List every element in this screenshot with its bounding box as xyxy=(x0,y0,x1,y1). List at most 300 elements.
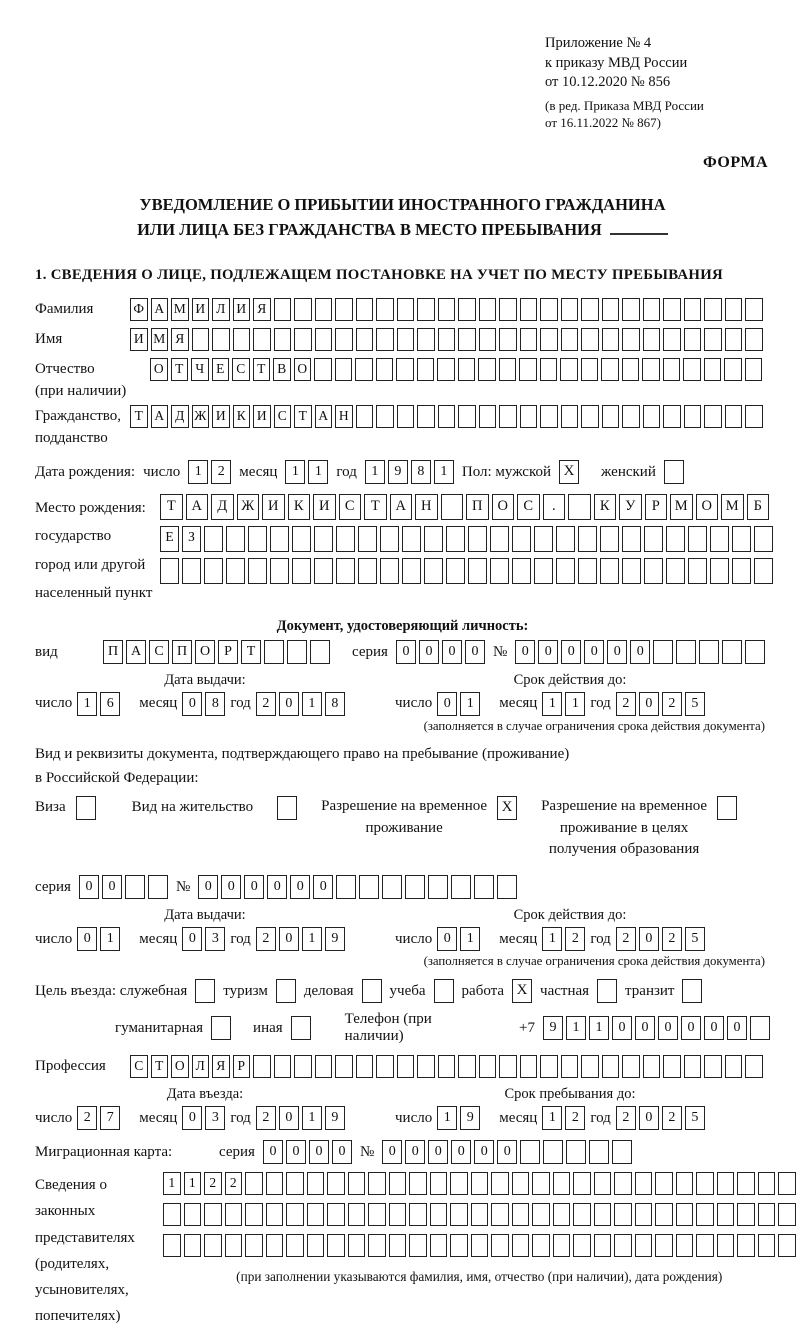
form-cell[interactable] xyxy=(397,328,415,351)
form-cell[interactable]: Л xyxy=(192,1055,210,1078)
form-cell[interactable] xyxy=(266,1203,284,1226)
form-cell[interactable] xyxy=(446,526,465,552)
form-cell[interactable] xyxy=(581,1055,599,1078)
form-cell[interactable]: И xyxy=(233,298,251,321)
form-cell[interactable] xyxy=(499,358,517,381)
form-cell[interactable] xyxy=(292,526,311,552)
form-cell[interactable]: А xyxy=(390,494,413,520)
form-cell[interactable]: Б xyxy=(747,494,770,520)
form-cell[interactable] xyxy=(622,358,640,381)
form-cell[interactable] xyxy=(450,1234,468,1257)
form-cell[interactable] xyxy=(274,1055,292,1078)
form-cell[interactable] xyxy=(663,1055,681,1078)
form-cell[interactable]: 0 xyxy=(584,640,604,664)
form-cell[interactable]: Т xyxy=(130,405,148,428)
form-cell[interactable]: 0 xyxy=(681,1016,701,1040)
form-cell[interactable] xyxy=(696,1234,714,1257)
form-cell[interactable] xyxy=(245,1172,263,1195)
form-cell[interactable]: Я xyxy=(212,1055,230,1078)
form-cell[interactable] xyxy=(561,328,579,351)
form-cell[interactable] xyxy=(491,1203,509,1226)
form-cell[interactable] xyxy=(520,1055,538,1078)
form-cell[interactable]: 3 xyxy=(205,1106,225,1130)
form-cell[interactable] xyxy=(287,640,307,664)
form-cell[interactable] xyxy=(359,875,379,899)
form-cell[interactable]: Т xyxy=(294,405,312,428)
form-cell[interactable] xyxy=(315,328,333,351)
form-cell[interactable]: С xyxy=(232,358,250,381)
form-cell[interactable] xyxy=(424,526,443,552)
form-cell[interactable] xyxy=(428,875,448,899)
form-cell[interactable]: 0 xyxy=(267,875,287,899)
form-cell[interactable] xyxy=(724,358,742,381)
form-cell[interactable] xyxy=(184,1234,202,1257)
form-cell[interactable]: О xyxy=(696,494,719,520)
form-cell[interactable]: Ж xyxy=(237,494,260,520)
form-cell[interactable] xyxy=(655,1234,673,1257)
form-cell[interactable] xyxy=(578,526,597,552)
form-cell[interactable]: 5 xyxy=(685,927,705,951)
form-cell[interactable]: Е xyxy=(212,358,230,381)
form-cell[interactable]: 1 xyxy=(308,460,328,484)
form-cell[interactable] xyxy=(722,640,742,664)
form-cell[interactable] xyxy=(540,298,558,321)
form-cell[interactable] xyxy=(458,405,476,428)
form-cell[interactable] xyxy=(614,1203,632,1226)
form-cell[interactable]: 2 xyxy=(616,1106,636,1130)
form-cell[interactable]: К xyxy=(594,494,617,520)
form-cell[interactable] xyxy=(655,1172,673,1195)
form-cell[interactable]: 2 xyxy=(211,460,231,484)
form-cell[interactable] xyxy=(512,1172,530,1195)
form-cell[interactable] xyxy=(594,1203,612,1226)
form-cell[interactable]: И xyxy=(253,405,271,428)
form-cell[interactable] xyxy=(376,405,394,428)
form-cell[interactable]: 1 xyxy=(285,460,305,484)
form-cell[interactable] xyxy=(520,1140,540,1164)
form-cell[interactable] xyxy=(553,1172,571,1195)
form-cell[interactable] xyxy=(409,1203,427,1226)
form-cell[interactable] xyxy=(704,1055,722,1078)
form-cell[interactable]: 0 xyxy=(639,1106,659,1130)
form-cell[interactable] xyxy=(294,328,312,351)
form-cell[interactable]: 0 xyxy=(515,640,535,664)
form-cell[interactable] xyxy=(568,494,591,520)
form-cell[interactable] xyxy=(676,1234,694,1257)
form-cell[interactable] xyxy=(458,1055,476,1078)
form-cell[interactable]: О xyxy=(294,358,312,381)
form-cell[interactable] xyxy=(532,1203,550,1226)
form-cell[interactable] xyxy=(225,1234,243,1257)
form-cell[interactable] xyxy=(335,1055,353,1078)
form-cell[interactable]: 0 xyxy=(639,692,659,716)
form-cell[interactable] xyxy=(491,1234,509,1257)
form-cell[interactable] xyxy=(355,358,373,381)
form-cell[interactable] xyxy=(566,1140,586,1164)
form-cell[interactable] xyxy=(643,298,661,321)
form-cell[interactable]: И xyxy=(192,298,210,321)
form-cell[interactable]: 2 xyxy=(256,1106,276,1130)
form-cell[interactable] xyxy=(581,298,599,321)
form-cell[interactable] xyxy=(745,298,763,321)
form-cell[interactable]: 0 xyxy=(497,1140,517,1164)
form-cell[interactable] xyxy=(622,558,641,584)
form-cell[interactable] xyxy=(382,875,402,899)
form-cell[interactable] xyxy=(490,526,509,552)
form-cell[interactable]: О xyxy=(492,494,515,520)
form-cell[interactable] xyxy=(540,358,558,381)
form-cell[interactable]: 3 xyxy=(205,927,225,951)
form-cell[interactable] xyxy=(676,640,696,664)
form-cell[interactable] xyxy=(573,1172,591,1195)
form-cell[interactable]: 0 xyxy=(639,927,659,951)
form-cell[interactable]: З xyxy=(182,526,201,552)
form-cell[interactable] xyxy=(683,358,701,381)
form-cell[interactable] xyxy=(688,526,707,552)
form-cell[interactable] xyxy=(573,1234,591,1257)
form-cell[interactable]: Ч xyxy=(191,358,209,381)
form-cell[interactable] xyxy=(561,298,579,321)
form-cell[interactable]: 1 xyxy=(542,692,562,716)
form-cell[interactable] xyxy=(704,298,722,321)
form-cell[interactable]: Р xyxy=(233,1055,251,1078)
form-cell[interactable] xyxy=(520,328,538,351)
form-cell[interactable] xyxy=(561,405,579,428)
form-cell[interactable] xyxy=(148,875,168,899)
form-cell[interactable] xyxy=(758,1234,776,1257)
form-cell[interactable] xyxy=(204,1203,222,1226)
form-cell[interactable] xyxy=(578,558,597,584)
form-cell[interactable]: О xyxy=(195,640,215,664)
form-cell[interactable] xyxy=(204,1234,222,1257)
form-cell[interactable] xyxy=(468,526,487,552)
form-cell[interactable] xyxy=(274,298,292,321)
form-cell[interactable] xyxy=(380,526,399,552)
form-cell[interactable] xyxy=(458,328,476,351)
form-cell[interactable] xyxy=(226,526,245,552)
form-cell[interactable]: 1 xyxy=(184,1172,202,1195)
form-cell[interactable] xyxy=(704,405,722,428)
form-cell[interactable]: С xyxy=(130,1055,148,1078)
form-cell[interactable] xyxy=(543,1140,563,1164)
form-cell[interactable] xyxy=(376,1055,394,1078)
form-cell[interactable] xyxy=(430,1172,448,1195)
form-cell[interactable] xyxy=(270,526,289,552)
form-cell[interactable] xyxy=(125,875,145,899)
form-cell[interactable]: 0 xyxy=(182,927,202,951)
form-cell[interactable] xyxy=(417,328,435,351)
form-cell[interactable]: 1 xyxy=(434,460,454,484)
form-cell[interactable]: 0 xyxy=(437,692,457,716)
form-cell[interactable] xyxy=(356,405,374,428)
form-cell[interactable] xyxy=(245,1203,263,1226)
form-cell[interactable]: 1 xyxy=(188,460,208,484)
form-cell[interactable] xyxy=(532,1172,550,1195)
form-cell[interactable] xyxy=(725,298,743,321)
form-cell[interactable] xyxy=(676,1172,694,1195)
form-cell[interactable] xyxy=(450,1172,468,1195)
purpose-humanitarian-checkbox[interactable] xyxy=(211,1016,231,1040)
form-cell[interactable] xyxy=(438,328,456,351)
form-cell[interactable] xyxy=(553,1203,571,1226)
form-cell[interactable] xyxy=(556,558,575,584)
form-cell[interactable] xyxy=(553,1234,571,1257)
form-cell[interactable] xyxy=(336,526,355,552)
form-cell[interactable] xyxy=(437,358,455,381)
form-cell[interactable]: К xyxy=(233,405,251,428)
form-cell[interactable] xyxy=(540,405,558,428)
form-cell[interactable]: Т xyxy=(151,1055,169,1078)
form-cell[interactable] xyxy=(600,526,619,552)
form-cell[interactable] xyxy=(745,640,765,664)
form-cell[interactable]: 1 xyxy=(542,927,562,951)
form-cell[interactable]: 1 xyxy=(163,1172,181,1195)
form-cell[interactable]: С xyxy=(149,640,169,664)
form-cell[interactable] xyxy=(696,1172,714,1195)
form-cell[interactable] xyxy=(684,298,702,321)
form-cell[interactable]: 0 xyxy=(263,1140,283,1164)
purpose-other-checkbox[interactable] xyxy=(291,1016,311,1040)
form-cell[interactable]: К xyxy=(288,494,311,520)
form-cell[interactable] xyxy=(358,526,377,552)
form-cell[interactable]: С xyxy=(517,494,540,520)
form-cell[interactable] xyxy=(754,526,773,552)
form-cell[interactable] xyxy=(474,875,494,899)
form-cell[interactable]: Л xyxy=(212,298,230,321)
form-cell[interactable]: 9 xyxy=(325,1106,345,1130)
form-cell[interactable] xyxy=(409,1234,427,1257)
form-cell[interactable] xyxy=(192,328,210,351)
form-cell[interactable]: О xyxy=(171,1055,189,1078)
form-cell[interactable] xyxy=(600,558,619,584)
form-cell[interactable] xyxy=(182,558,201,584)
form-cell[interactable]: А xyxy=(151,405,169,428)
form-cell[interactable] xyxy=(212,328,230,351)
form-cell[interactable] xyxy=(594,1172,612,1195)
form-cell[interactable]: 1 xyxy=(302,692,322,716)
form-cell[interactable] xyxy=(397,298,415,321)
form-cell[interactable]: 0 xyxy=(442,640,462,664)
form-cell[interactable] xyxy=(622,298,640,321)
form-cell[interactable] xyxy=(602,1055,620,1078)
form-cell[interactable]: 2 xyxy=(77,1106,97,1130)
form-cell[interactable] xyxy=(479,328,497,351)
form-cell[interactable] xyxy=(450,1203,468,1226)
form-cell[interactable]: 9 xyxy=(460,1106,480,1130)
form-cell[interactable]: Т xyxy=(364,494,387,520)
form-cell[interactable] xyxy=(717,1203,735,1226)
form-cell[interactable] xyxy=(581,358,599,381)
form-cell[interactable] xyxy=(561,1055,579,1078)
purpose-tourism-checkbox[interactable] xyxy=(276,979,296,1003)
form-cell[interactable] xyxy=(356,1055,374,1078)
form-cell[interactable] xyxy=(602,405,620,428)
form-cell[interactable] xyxy=(745,405,763,428)
form-cell[interactable] xyxy=(397,405,415,428)
form-cell[interactable] xyxy=(594,1234,612,1257)
form-cell[interactable] xyxy=(479,405,497,428)
form-cell[interactable] xyxy=(710,526,729,552)
form-cell[interactable] xyxy=(622,328,640,351)
form-cell[interactable] xyxy=(614,1172,632,1195)
form-cell[interactable] xyxy=(754,558,773,584)
form-cell[interactable] xyxy=(663,328,681,351)
form-cell[interactable]: 2 xyxy=(256,692,276,716)
form-cell[interactable] xyxy=(560,358,578,381)
form-cell[interactable] xyxy=(684,405,702,428)
form-cell[interactable] xyxy=(663,358,681,381)
form-cell[interactable] xyxy=(635,1234,653,1257)
form-cell[interactable]: 1 xyxy=(302,1106,322,1130)
form-cell[interactable]: 0 xyxy=(451,1140,471,1164)
form-cell[interactable] xyxy=(688,558,707,584)
form-cell[interactable]: 2 xyxy=(204,1172,222,1195)
form-cell[interactable]: Д xyxy=(211,494,234,520)
form-cell[interactable]: 0 xyxy=(727,1016,747,1040)
form-cell[interactable] xyxy=(417,358,435,381)
form-cell[interactable] xyxy=(497,875,517,899)
form-cell[interactable] xyxy=(732,526,751,552)
form-cell[interactable] xyxy=(499,298,517,321)
form-cell[interactable] xyxy=(184,1203,202,1226)
form-cell[interactable] xyxy=(245,1234,263,1257)
form-cell[interactable]: Д xyxy=(171,405,189,428)
form-cell[interactable] xyxy=(430,1203,448,1226)
form-cell[interactable]: 0 xyxy=(279,692,299,716)
form-cell[interactable] xyxy=(380,558,399,584)
form-cell[interactable]: 1 xyxy=(589,1016,609,1040)
form-cell[interactable] xyxy=(335,358,353,381)
form-cell[interactable] xyxy=(758,1172,776,1195)
form-cell[interactable] xyxy=(635,1172,653,1195)
form-cell[interactable]: 0 xyxy=(396,640,416,664)
form-cell[interactable]: С xyxy=(274,405,292,428)
form-cell[interactable]: 1 xyxy=(460,927,480,951)
form-cell[interactable] xyxy=(663,298,681,321)
form-cell[interactable] xyxy=(356,298,374,321)
form-cell[interactable] xyxy=(644,526,663,552)
form-cell[interactable] xyxy=(737,1172,755,1195)
form-cell[interactable]: 1 xyxy=(565,692,585,716)
form-cell[interactable] xyxy=(358,558,377,584)
form-cell[interactable] xyxy=(286,1234,304,1257)
form-cell[interactable] xyxy=(573,1203,591,1226)
form-cell[interactable] xyxy=(602,328,620,351)
form-cell[interactable]: 2 xyxy=(616,692,636,716)
form-cell[interactable] xyxy=(438,405,456,428)
form-cell[interactable] xyxy=(676,1203,694,1226)
form-cell[interactable] xyxy=(666,558,685,584)
form-cell[interactable] xyxy=(540,1055,558,1078)
form-cell[interactable] xyxy=(581,405,599,428)
form-cell[interactable]: 0 xyxy=(182,1106,202,1130)
form-cell[interactable]: 0 xyxy=(474,1140,494,1164)
form-cell[interactable]: 0 xyxy=(290,875,310,899)
form-cell[interactable] xyxy=(778,1234,796,1257)
form-cell[interactable] xyxy=(226,558,245,584)
form-cell[interactable] xyxy=(468,558,487,584)
form-cell[interactable] xyxy=(684,1055,702,1078)
form-cell[interactable] xyxy=(266,1234,284,1257)
form-cell[interactable]: 5 xyxy=(685,1106,705,1130)
form-cell[interactable] xyxy=(417,298,435,321)
form-cell[interactable] xyxy=(348,1172,366,1195)
form-cell[interactable] xyxy=(512,558,531,584)
form-cell[interactable] xyxy=(368,1203,386,1226)
form-cell[interactable] xyxy=(430,1234,448,1257)
form-cell[interactable] xyxy=(402,558,421,584)
form-cell[interactable]: 0 xyxy=(382,1140,402,1164)
form-cell[interactable] xyxy=(458,358,476,381)
form-cell[interactable]: 1 xyxy=(365,460,385,484)
form-cell[interactable]: Е xyxy=(160,526,179,552)
form-cell[interactable] xyxy=(314,526,333,552)
form-cell[interactable] xyxy=(717,1234,735,1257)
form-cell[interactable] xyxy=(307,1172,325,1195)
form-cell[interactable]: 2 xyxy=(565,1106,585,1130)
form-cell[interactable] xyxy=(479,1055,497,1078)
form-cell[interactable]: 2 xyxy=(616,927,636,951)
form-cell[interactable] xyxy=(725,1055,743,1078)
form-cell[interactable] xyxy=(307,1203,325,1226)
form-cell[interactable] xyxy=(622,405,640,428)
form-cell[interactable] xyxy=(684,328,702,351)
form-cell[interactable] xyxy=(253,1055,271,1078)
form-cell[interactable]: А xyxy=(186,494,209,520)
form-cell[interactable]: 0 xyxy=(313,875,333,899)
form-cell[interactable]: 1 xyxy=(542,1106,562,1130)
form-cell[interactable] xyxy=(655,1203,673,1226)
form-cell[interactable] xyxy=(644,558,663,584)
form-cell[interactable] xyxy=(315,1055,333,1078)
form-cell[interactable] xyxy=(635,1203,653,1226)
form-cell[interactable] xyxy=(438,298,456,321)
form-cell[interactable] xyxy=(376,298,394,321)
form-cell[interactable] xyxy=(519,358,537,381)
form-cell[interactable] xyxy=(750,1016,770,1040)
purpose-private-checkbox[interactable] xyxy=(597,979,617,1003)
form-cell[interactable]: Т xyxy=(160,494,183,520)
form-cell[interactable]: 1 xyxy=(460,692,480,716)
form-cell[interactable] xyxy=(589,1140,609,1164)
purpose-transit-checkbox[interactable] xyxy=(682,979,702,1003)
form-cell[interactable]: 2 xyxy=(225,1172,243,1195)
form-cell[interactable] xyxy=(471,1234,489,1257)
form-cell[interactable]: 0 xyxy=(630,640,650,664)
form-cell[interactable] xyxy=(451,875,471,899)
form-cell[interactable]: 1 xyxy=(437,1106,457,1130)
form-cell[interactable] xyxy=(315,298,333,321)
sex-male-checkbox[interactable]: X xyxy=(559,460,579,484)
form-cell[interactable] xyxy=(479,298,497,321)
form-cell[interactable] xyxy=(540,328,558,351)
form-cell[interactable] xyxy=(356,328,374,351)
form-cell[interactable] xyxy=(368,1234,386,1257)
form-cell[interactable]: М xyxy=(151,328,169,351)
form-cell[interactable]: 0 xyxy=(612,1016,632,1040)
form-cell[interactable] xyxy=(663,405,681,428)
form-cell[interactable] xyxy=(520,405,538,428)
form-cell[interactable] xyxy=(581,328,599,351)
form-cell[interactable]: П xyxy=(103,640,123,664)
form-cell[interactable] xyxy=(163,1234,181,1257)
form-cell[interactable] xyxy=(253,328,271,351)
form-cell[interactable] xyxy=(248,526,267,552)
form-cell[interactable] xyxy=(520,298,538,321)
form-cell[interactable] xyxy=(745,1055,763,1078)
form-cell[interactable]: А xyxy=(126,640,146,664)
form-cell[interactable] xyxy=(666,526,685,552)
